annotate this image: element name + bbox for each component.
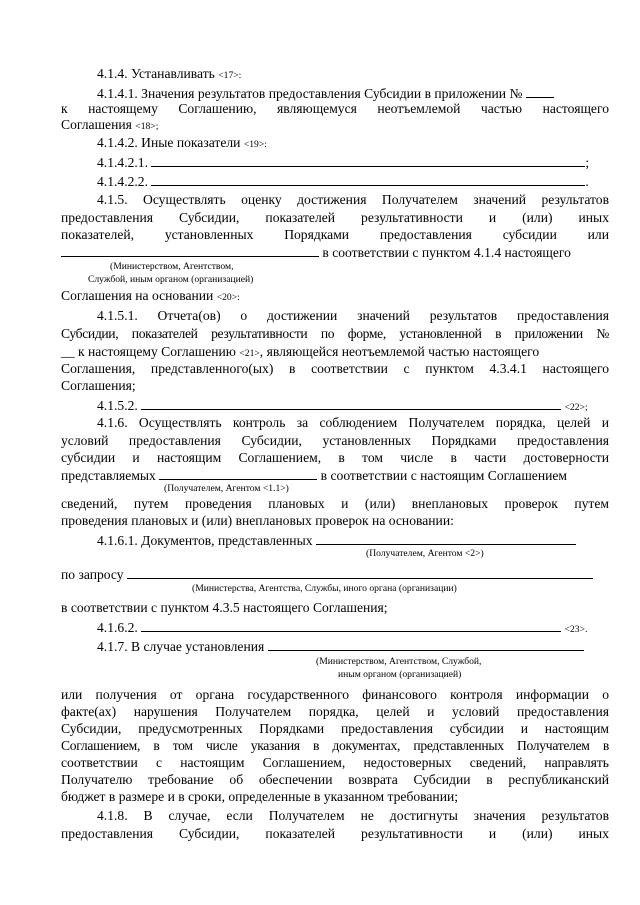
footnote-ref: <19>:	[243, 139, 267, 150]
blank-line	[141, 397, 561, 410]
clause-4-1-7: 4.1.7. В случае установления	[97, 638, 584, 655]
blank-line	[526, 85, 554, 98]
field-caption: иным органом (организацией)	[338, 669, 462, 680]
clause-4-1-5: 4.1.5. Осуществлять оценку достижения Получателем значений результатов	[97, 192, 609, 207]
clause-4-1-5-2: 4.1.5.2. <22>;	[97, 398, 588, 413]
clause-4-1-6-1: 4.1.6.1. Документов, представленных	[97, 532, 576, 549]
blank-line	[316, 532, 576, 545]
clause-4-1-6: 4.1.6. Осуществлять контроль за соблюдением Получателем порядка, целей и	[97, 415, 609, 430]
clause-4-1-4-1: 4.1.4.1. Значения результатов предоставления Субсидии в приложении №	[97, 85, 554, 102]
clause-4-1-4-2: 4.1.4.2. Иные показатели <19>:	[97, 135, 267, 150]
blank-line	[159, 467, 317, 480]
footnote-ref: <22>;	[564, 402, 588, 413]
clause-4-1-5-1: 4.1.5.1. Отчета(ов) о достижении значений результатов предоставления	[97, 308, 609, 323]
field-caption: (Министерством, Агентством, Службой,	[316, 656, 482, 667]
clause-4-1-4-2-2: 4.1.4.2.2. .	[97, 174, 589, 189]
blank-line	[127, 566, 593, 579]
clause-4-1-8: 4.1.8. В случае, если Получателем не достигнуты значения результатов	[97, 808, 609, 823]
blank-line	[151, 173, 585, 186]
footnote-ref: <17>:	[218, 70, 242, 81]
clause-4-1-6-2: 4.1.6.2. <23>.	[97, 620, 588, 635]
field-caption: (Министерством, Агентством,	[110, 261, 234, 272]
field-caption: (Министерства, Агентства, Службы, иного органа (организации)	[192, 583, 457, 594]
blank-line	[151, 154, 585, 167]
blank-line	[268, 638, 584, 651]
clause-4-1-4-2-1: 4.1.4.2.1. ;	[97, 155, 590, 170]
footnote-ref: <23>.	[564, 624, 588, 635]
blank-line	[61, 244, 319, 257]
clause-4-1-4: 4.1.4. Устанавливать <17>:	[97, 66, 242, 81]
field-caption: (Получателем, Агентом <2>)	[366, 548, 484, 559]
blank-line	[141, 619, 561, 632]
field-caption: Службой, иным органом (организацией)	[88, 274, 254, 285]
footnote-ref: <20>:	[216, 292, 240, 303]
field-caption: (Получателем, Агентом <1.1>)	[164, 483, 289, 494]
footnote-ref: <21>	[239, 348, 260, 359]
footnote-ref: <18>;	[135, 121, 159, 132]
